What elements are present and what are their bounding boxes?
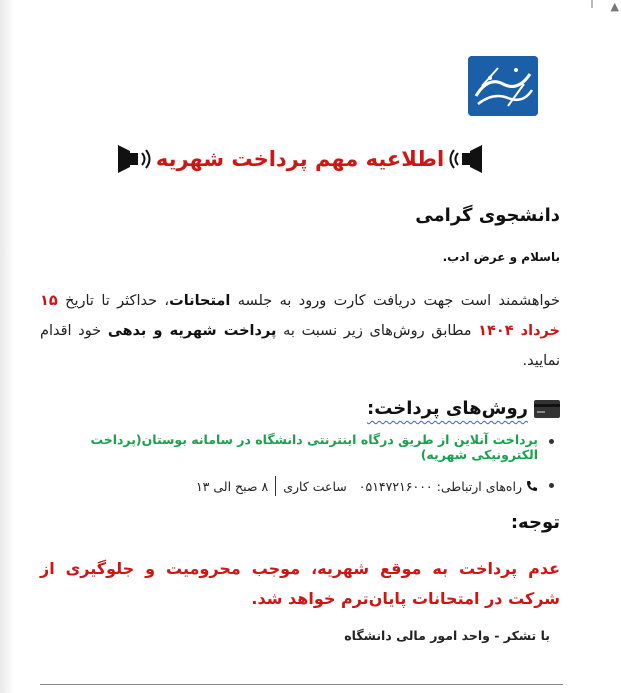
payment-methods-title: روش‌های پرداخت:	[367, 398, 528, 419]
phone-icon	[526, 480, 538, 492]
signature: با تشکر - واحد امور مالی دانشگاه	[344, 628, 550, 643]
exams-word: امتحانات	[169, 293, 231, 309]
deadline-date: ۱۵ خرداد ۱۴۰۴	[40, 293, 560, 339]
payment-phrase: پرداخت شهریه و بدهی	[107, 323, 277, 339]
hours-label: ساعت کاری	[283, 478, 347, 494]
text-cursor	[275, 476, 276, 496]
paragraph-text: ، حداکثر تا تاریخ	[57, 293, 170, 309]
contact-label: راه‌های ارتباطی:	[436, 478, 522, 494]
contact-phone: ۰۵۱۴۷۲۱۶۰۰۰	[358, 478, 433, 494]
paragraph-text: خواهشمند است جهت دریافت کارت ورود به جلسه	[230, 293, 560, 309]
page-corner-mark	[591, 0, 593, 8]
payment-methods-heading	[367, 398, 560, 419]
university-logo-icon	[468, 56, 538, 116]
page-edge	[0, 0, 14, 693]
page-divider	[40, 684, 563, 685]
university-logo	[468, 56, 538, 116]
title-row	[40, 145, 560, 173]
greeting: دانشجوی گرامی	[415, 205, 560, 226]
megaphone-icon	[112, 145, 152, 173]
payment-methods-list	[40, 432, 560, 510]
paragraph-text: خود اقدام نمایید.	[40, 323, 560, 369]
credit-card-icon	[534, 400, 560, 418]
megaphone-icon	[448, 145, 488, 173]
list-item-online-payment	[40, 432, 538, 462]
document-page	[40, 0, 560, 693]
working-hours: ۸ صبح الی ۱۳	[195, 478, 269, 494]
page-title: اطلاعیه مهم پرداخت شهریه	[155, 147, 445, 171]
main-paragraph	[40, 286, 560, 376]
online-payment-text: پرداخت آنلاین از طریق درگاه اینترنتی دانشگاه در سامانه بوستان(پرداخت الکترونیکی شهریه)	[90, 432, 538, 462]
list-item-contact	[40, 476, 538, 496]
salutation: باسلام و عرض ادب.	[442, 250, 560, 264]
paragraph-text: مطابق روش‌های زیر نسبت به	[276, 323, 479, 339]
warning-text: عدم پرداخت به موقع شهریه، موجب محرومیت و جلوگیری از شرکت در امتحانات پایان‌ترم خواهد شد.	[40, 559, 560, 608]
scroll-up-arrow-icon[interactable]: ▲	[610, 0, 619, 13]
note-heading: توجه:	[510, 512, 560, 533]
